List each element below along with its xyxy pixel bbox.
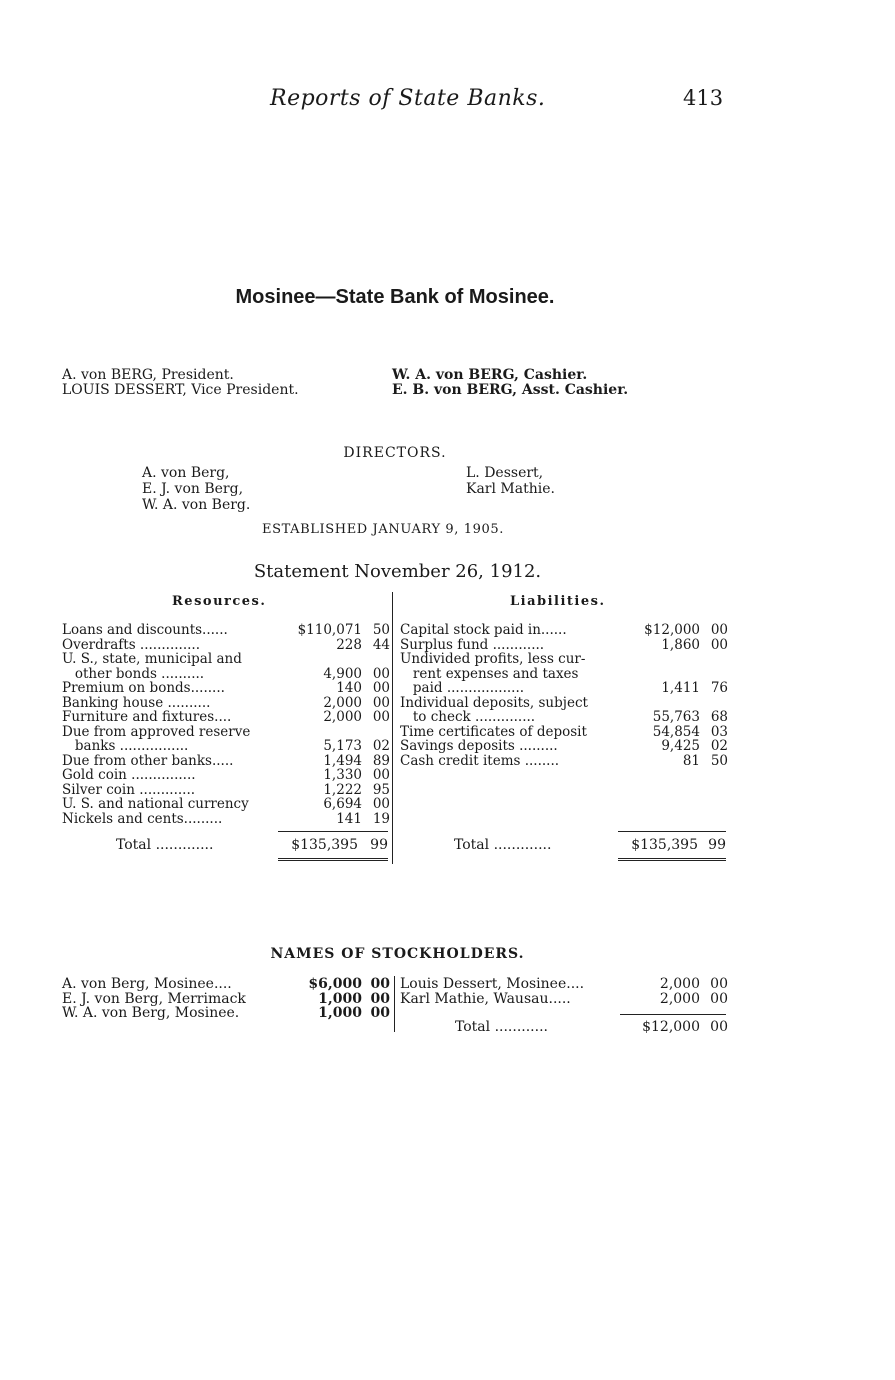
row-cents: 95 <box>372 781 390 798</box>
officers-left <box>62 368 299 398</box>
table-row <box>62 696 390 711</box>
row-label: Karl Mathie, Wausau..... <box>400 990 571 1007</box>
officer-vice-president: LOUIS DESSERT, Vice President. <box>62 382 299 398</box>
row-label: Nickels and cents......... <box>62 810 223 827</box>
resources-total-amount: $135,395 <box>291 837 358 853</box>
row-label: U. S., state, municipal and <box>62 651 242 667</box>
stockholders-total-rule <box>620 1014 726 1015</box>
row-amount: 141 <box>336 810 362 827</box>
table-row <box>400 638 728 653</box>
table-row <box>62 812 390 827</box>
row-label: Premium on bonds........ <box>62 680 225 696</box>
row-amount: $12,000 <box>644 622 700 638</box>
table-row <box>400 725 728 740</box>
row-amount: 6,694 <box>323 796 362 812</box>
row-cents: 00 <box>710 622 728 638</box>
row-cents: 50 <box>372 622 390 638</box>
table-row <box>62 652 390 667</box>
row-label: Louis Dessert, Mosinee.... <box>400 976 585 992</box>
table-row <box>62 992 390 1007</box>
row-cents: 68 <box>710 709 728 725</box>
row-amount: 2,000 <box>659 990 700 1007</box>
row-label: Gold coin ............... <box>62 767 196 783</box>
stockholders-total-label: Total ............ <box>455 1019 548 1035</box>
row-cents: 00 <box>372 680 390 696</box>
director-name: L. Dessert, <box>466 465 544 481</box>
row-label: other bonds .......... <box>62 665 205 682</box>
liabilities-double-rule <box>618 858 726 861</box>
stockholders-right <box>400 977 728 1006</box>
resources-total-rule <box>278 831 388 832</box>
row-cents: 50 <box>710 752 728 769</box>
row-cents: 00 <box>710 636 728 653</box>
row-label: Time certificates of deposit <box>400 723 587 740</box>
liabilities-total-cents: 99 <box>708 837 726 853</box>
resources-table <box>62 623 390 826</box>
table-row <box>400 652 728 667</box>
row-label: W. A. von Berg, Mosinee. <box>62 1005 240 1021</box>
table-row <box>62 725 390 740</box>
table-row <box>400 977 728 992</box>
running-header-title: Reports of State Banks. <box>270 86 546 111</box>
row-cents: 89 <box>372 752 390 769</box>
table-row <box>62 667 390 682</box>
row-cents: 00 <box>372 767 390 783</box>
table-row <box>62 638 390 653</box>
established-date: ESTABLISHED JANUARY 9, 1905. <box>262 522 504 537</box>
row-cents: 00 <box>710 976 728 992</box>
liabilities-total-rule <box>618 831 726 832</box>
row-label: Silver coin ............. <box>62 781 196 798</box>
row-label: Cash credit items ........ <box>400 752 560 769</box>
table-row <box>400 710 728 725</box>
row-cents: 00 <box>370 1005 390 1021</box>
row-cents: 00 <box>372 694 390 711</box>
row-amount: 2,000 <box>659 976 700 992</box>
table-row <box>62 754 390 769</box>
resources-heading: Resources. <box>172 594 267 609</box>
table-row <box>400 681 728 696</box>
row-label: Furniture and fixtures.... <box>62 709 232 725</box>
liabilities-table <box>400 623 728 768</box>
table-row <box>62 1006 390 1021</box>
row-cents: 19 <box>372 810 390 827</box>
row-amount: 9,425 <box>661 738 700 754</box>
director-name: Karl Mathie. <box>466 481 555 497</box>
liabilities-total-label: Total ............. <box>454 837 552 853</box>
row-amount: 1,222 <box>323 781 362 798</box>
row-amount: 1,000 <box>318 1005 362 1021</box>
director-name: W. A. von Berg. <box>142 497 251 513</box>
row-amount: 54,854 <box>652 723 700 740</box>
row-cents: 00 <box>370 976 390 992</box>
row-amount: 228 <box>336 636 362 653</box>
column-separator <box>392 592 393 864</box>
row-label: Individual deposits, subject <box>400 694 588 711</box>
row-label: Due from approved reserve <box>62 723 251 740</box>
row-cents: 00 <box>372 709 390 725</box>
row-amount: 1,860 <box>661 636 700 653</box>
row-amount: 1,330 <box>323 767 362 783</box>
resources-total-label: Total ............. <box>116 837 214 853</box>
table-row <box>62 977 390 992</box>
statement-title: Statement November 26, 1912. <box>253 561 542 582</box>
table-row <box>62 681 390 696</box>
table-row <box>400 992 728 1007</box>
row-amount: 2,000 <box>323 709 362 725</box>
row-label: E. J. von Berg, Merrimack <box>62 990 246 1007</box>
row-amount: 140 <box>336 680 362 696</box>
row-amount: 81 <box>682 752 700 769</box>
row-label: A. von Berg, Mosinee.... <box>62 976 232 992</box>
row-amount: 1,411 <box>661 680 700 696</box>
officer-asst-cashier: E. B. von BERG, Asst. Cashier. <box>392 382 629 398</box>
page-number: 413 <box>683 86 724 110</box>
row-cents: 00 <box>372 665 390 682</box>
table-row <box>62 783 390 798</box>
row-cents: 76 <box>710 680 728 696</box>
resources-total-cents: 99 <box>370 837 388 853</box>
director-name: E. J. von Berg, <box>142 481 244 497</box>
officer-president: A. von BERG, President. <box>62 367 234 383</box>
stockholders-total-amount: $12,000 <box>642 1019 700 1035</box>
bank-title: Mosinee—State Bank of Mosinee. <box>235 286 555 308</box>
row-amount: $110,071 <box>297 622 362 638</box>
table-row <box>400 739 728 754</box>
row-label: to check .............. <box>400 709 536 725</box>
table-row <box>400 623 728 638</box>
directors-heading: DIRECTORS. <box>343 445 447 461</box>
stockholders-separator <box>394 976 395 1032</box>
liabilities-heading: Liabilities. <box>510 594 606 609</box>
row-cents: 02 <box>372 738 390 754</box>
officer-cashier: W. A. von BERG, Cashier. <box>392 367 588 383</box>
row-cents: 02 <box>710 738 728 754</box>
table-row <box>62 710 390 725</box>
table-row <box>400 667 728 682</box>
row-label: Undivided profits, less cur- <box>400 651 586 667</box>
table-row <box>62 739 390 754</box>
table-row <box>400 696 728 711</box>
row-label: U. S. and national currency <box>62 796 249 812</box>
row-amount: 4,900 <box>323 665 362 682</box>
table-row <box>62 797 390 812</box>
row-label: Loans and discounts...... <box>62 622 228 638</box>
table-row <box>62 768 390 783</box>
row-label: Overdrafts .............. <box>62 636 200 653</box>
stockholders-left <box>62 977 390 1021</box>
row-label: rent expenses and taxes <box>400 665 579 682</box>
row-label: Banking house .......... <box>62 694 211 711</box>
row-amount: 1,494 <box>323 752 362 769</box>
row-amount: 55,763 <box>652 709 700 725</box>
row-cents: 44 <box>372 636 390 653</box>
stockholders-total-cents: 00 <box>710 1019 728 1035</box>
resources-double-rule <box>278 858 388 861</box>
row-cents: 03 <box>710 723 728 740</box>
directors-left <box>142 465 250 513</box>
row-amount: 2,000 <box>323 694 362 711</box>
stockholders-heading: NAMES OF STOCKHOLDERS. <box>270 946 525 962</box>
row-cents: 00 <box>710 990 728 1007</box>
row-label: banks ................ <box>62 738 189 754</box>
liabilities-total-amount: $135,395 <box>631 837 698 853</box>
row-label: Surplus fund ............ <box>400 636 545 653</box>
row-amount: $6,000 <box>308 976 362 992</box>
row-label: Savings deposits ......... <box>400 738 558 754</box>
director-name: A. von Berg, <box>142 465 230 481</box>
row-label: Capital stock paid in...... <box>400 622 567 638</box>
row-cents: 00 <box>370 990 390 1007</box>
row-label: paid .................. <box>400 680 525 696</box>
officers-right <box>392 368 628 398</box>
row-amount: 1,000 <box>318 990 362 1007</box>
row-cents: 00 <box>372 796 390 812</box>
row-amount: 5,173 <box>323 738 362 754</box>
table-row <box>62 623 390 638</box>
row-label: Due from other banks..... <box>62 752 234 769</box>
table-row <box>400 754 728 769</box>
directors-right <box>466 465 555 497</box>
